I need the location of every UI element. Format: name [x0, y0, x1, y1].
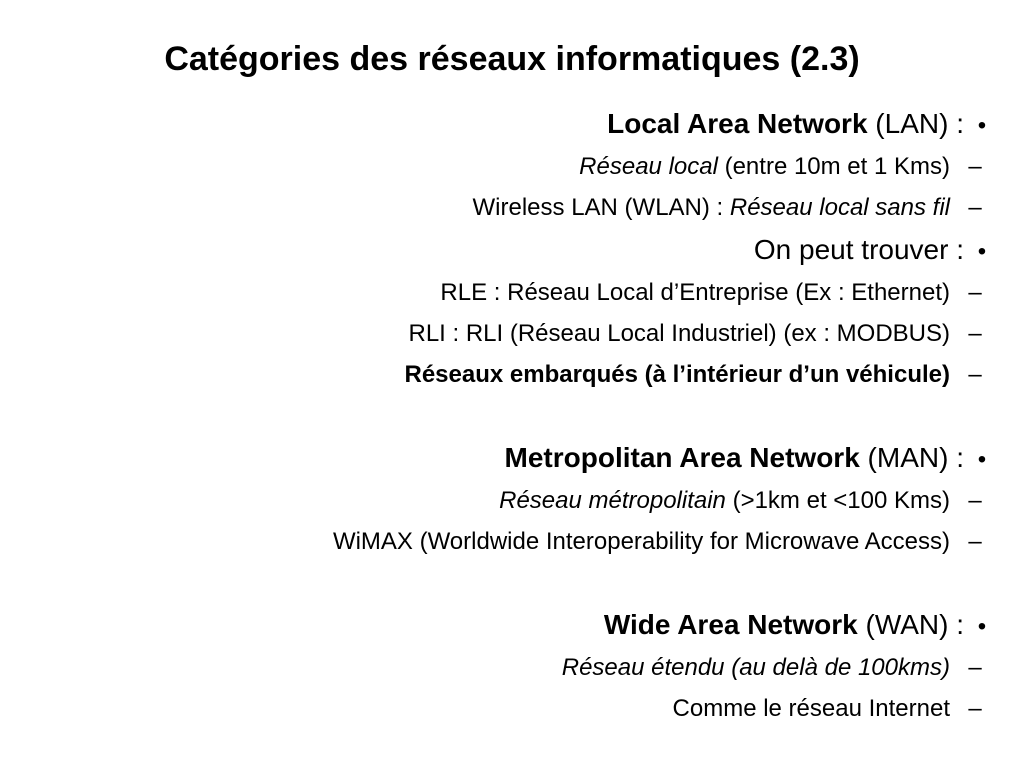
sub-item-italic: Réseau local: [579, 153, 718, 180]
sub-item-text: [473, 187, 950, 228]
sub-item-plain: RLE : Réseau Local d’Entreprise (Ex : Ethernet): [440, 279, 950, 306]
sub-item-plain: WiMAX (Worldwide Interoperability for Microwave Access): [332, 528, 950, 555]
sub-item-man-2: [40, 521, 1000, 562]
dash-icon: –: [968, 320, 982, 347]
man-heading: [505, 436, 964, 480]
sub-item-plain: (entre 10m et 1 Kms): [717, 153, 950, 180]
sub-item-man-1: [40, 480, 1000, 521]
wan-heading-rest: (WAN) :: [857, 609, 964, 640]
sub-item-italic: Réseau étendu (au delà de 100kms): [561, 654, 950, 681]
sub-item-trouver-2: [40, 313, 1000, 354]
sub-item-trouver-3: [40, 354, 1000, 395]
dash-icon: –: [968, 487, 982, 514]
sub-item-text: [579, 146, 950, 187]
bullet-lan: [40, 102, 1000, 146]
wan-heading-bold: Wide Area Network: [603, 609, 858, 640]
bullet-trouver: [40, 228, 1000, 272]
sub-item-plain: Wireless LAN (WLAN) :: [472, 194, 730, 221]
sub-item-text: [499, 480, 950, 521]
bullet-icon: •: [977, 613, 987, 640]
slide-content: [40, 102, 1000, 729]
lan-heading-rest: (LAN) :: [867, 108, 964, 139]
bullet-wan: [40, 603, 1000, 647]
dash-icon: –: [968, 654, 982, 681]
bullet-icon: •: [977, 446, 987, 473]
slide-title: Catégories des réseaux informatiques (2.3): [164, 40, 860, 78]
man-heading-bold: Metropolitan Area Network: [504, 442, 860, 473]
sub-item-lan-2: [40, 187, 1000, 228]
sub-item-italic: Réseau local sans fil: [729, 194, 950, 221]
trouver-heading: On peut trouver :: [753, 234, 964, 265]
bullet-icon: •: [977, 238, 987, 265]
spacer: [40, 562, 1000, 603]
dash-icon: –: [968, 361, 982, 388]
sub-item-plain: (>1km et <100 Kms): [725, 487, 950, 514]
sub-item-italic: Réseau métropolitain: [499, 487, 726, 514]
man-heading-rest: (MAN) :: [859, 442, 964, 473]
wan-heading: [604, 603, 964, 647]
dash-icon: –: [968, 528, 982, 555]
dash-icon: –: [968, 194, 982, 221]
sub-item-plain: Comme le réseau Internet: [672, 695, 950, 722]
lan-heading-bold: Local Area Network: [607, 108, 868, 139]
sub-item-trouver-1: [40, 272, 1000, 313]
sub-item-plain: RLI : RLI (Réseau Local Industriel) (ex : MODBUS): [408, 320, 950, 347]
dash-icon: –: [968, 153, 982, 180]
sub-item-wan-2: [40, 688, 1000, 729]
bullet-icon: •: [977, 112, 987, 139]
bullet-man: [40, 436, 1000, 480]
sub-item-lan-1: [40, 146, 1000, 187]
sub-item-wan-1: [40, 647, 1000, 688]
dash-icon: –: [968, 695, 982, 722]
sub-item-bold: Réseaux embarqués (à l’intérieur d’un véhicule): [404, 361, 950, 388]
dash-icon: –: [968, 279, 982, 306]
lan-heading: [607, 102, 964, 146]
spacer: [40, 395, 1000, 436]
